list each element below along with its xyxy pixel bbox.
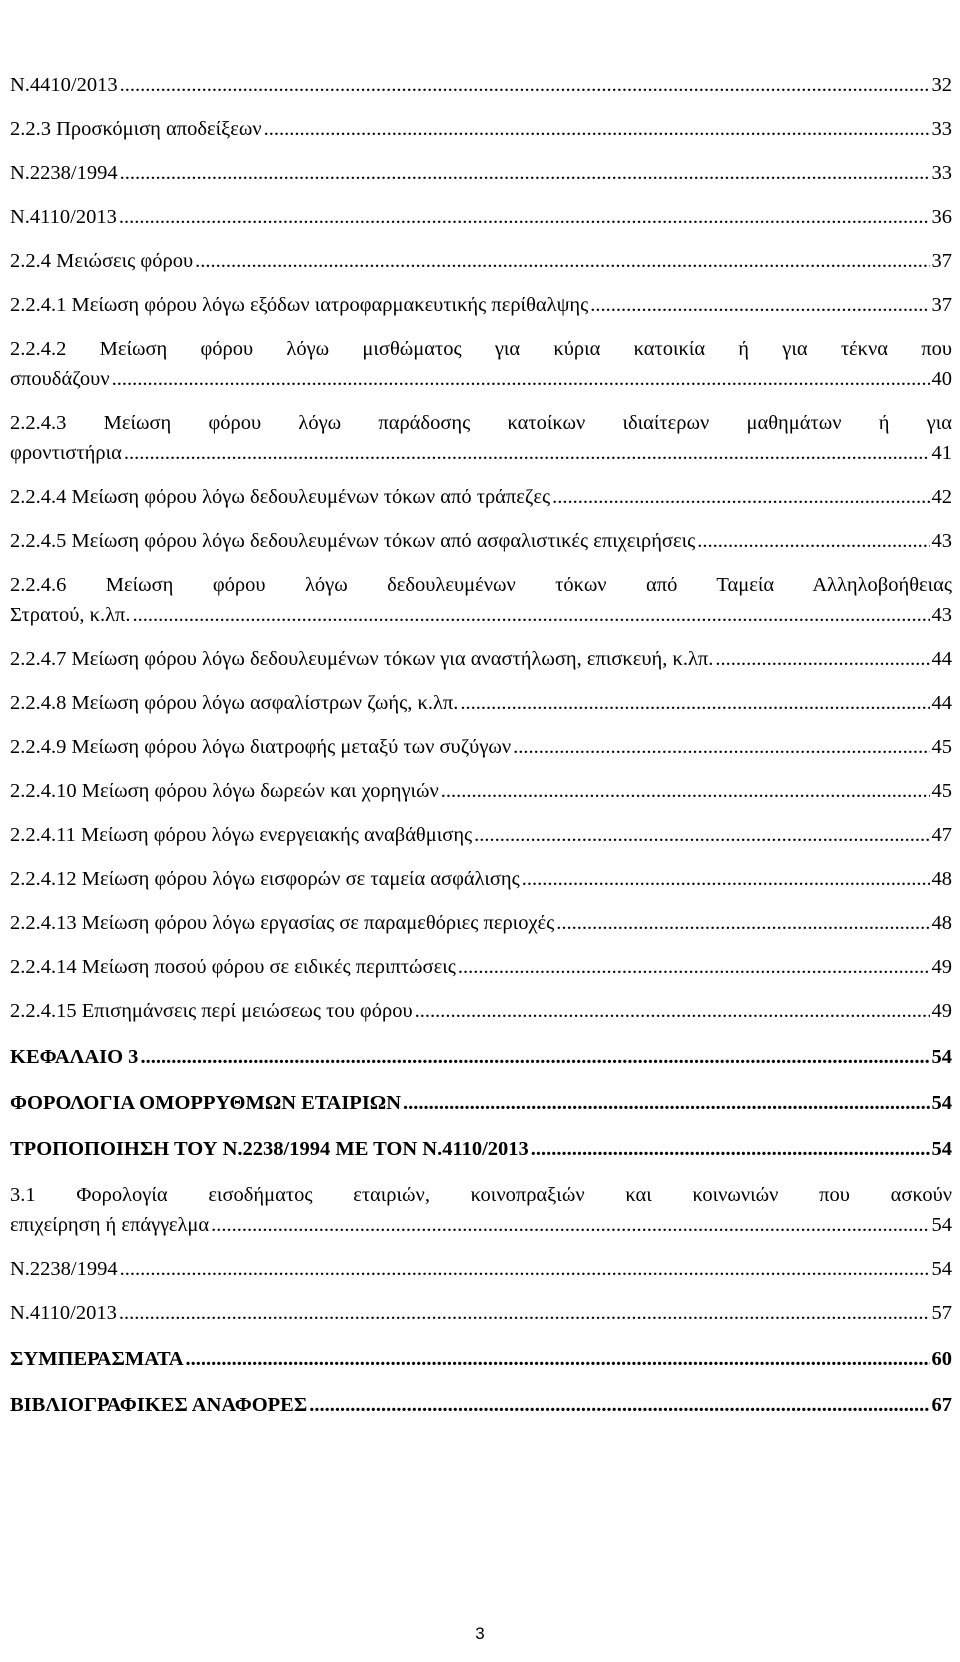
toc-entry[interactable] <box>10 1180 952 1240</box>
toc-entry-page: 48 <box>931 868 952 890</box>
toc-entry-page: 41 <box>931 442 952 464</box>
toc-entry-title: 2.2.4.7 Μείωση φόρου λόγω δεδουλευμένων τόκων για αναστήλωση, επισκευή, κ.λπ. <box>10 648 714 670</box>
toc-entry-title: 2.2.3 Προσκόμιση αποδείξεων <box>10 118 262 140</box>
toc-entry-page: 49 <box>931 1000 952 1022</box>
toc-dot-leader <box>556 908 929 938</box>
toc-entry[interactable] <box>10 114 952 144</box>
toc-entry-title: 2.2.4.5 Μείωση φόρου λόγω δεδουλευμένων τόκων από ασφαλιστικές επιχειρήσεις <box>10 530 696 552</box>
toc-entry-title: 2.2.4.8 Μείωση φόρου λόγω ασφαλίστρων ζωής, κ.λπ. <box>10 692 459 714</box>
toc-entry[interactable] <box>10 408 952 468</box>
toc-entry-title: Ν.4110/2013 <box>10 206 117 228</box>
page-number: 3 <box>475 1624 485 1643</box>
toc-entry[interactable] <box>10 952 952 982</box>
toc-entry[interactable] <box>10 334 952 394</box>
toc-entry-title: Ν.4110/2013 <box>10 1302 117 1324</box>
toc-dot-leader <box>120 158 930 188</box>
toc-entry-title: σπουδάζουν <box>10 368 110 390</box>
toc-entry-title: 2.2.4.12 Μείωση φόρου λόγω εισφορών σε ταμεία ασφάλισης <box>10 868 520 890</box>
toc-entry[interactable] <box>10 246 952 276</box>
toc-entry-page: 54 <box>931 1214 952 1236</box>
toc-dot-leader <box>522 864 930 894</box>
toc-entry-page: 67 <box>931 1394 952 1416</box>
toc-dot-leader <box>460 688 929 718</box>
toc-dot-leader <box>441 776 930 806</box>
toc-entry-title: Ν.2238/1994 <box>10 162 118 184</box>
toc-entry[interactable] <box>10 1298 952 1328</box>
toc-entry[interactable] <box>10 1254 952 1284</box>
toc-entry-page: 43 <box>931 604 952 626</box>
toc-dot-leader <box>474 820 929 850</box>
toc-entry[interactable] <box>10 688 952 718</box>
toc-entry-title: 2.2.4.13 Μείωση φόρου λόγω εργασίας σε παραμεθόριες περιοχές <box>10 912 555 934</box>
toc-entry-title-line: 3.1 Φορολογία εισοδήματος εταιριών, κοινοπραξιών και κοινωνιών που ασκούν <box>10 1184 952 1206</box>
toc-dot-leader <box>195 246 929 276</box>
toc-entry-page: 54 <box>931 1258 952 1280</box>
toc-dot-leader <box>211 1210 929 1240</box>
toc-dot-leader <box>186 1344 930 1374</box>
toc-entry-title: 2.2.4.15 Επισημάνσεις περί μειώσεως του φόρου <box>10 1000 413 1022</box>
toc-entry-page: 54 <box>931 1092 952 1114</box>
toc-entry-title: Στρατού, κ.λπ. <box>10 604 131 626</box>
toc-entry-page: 36 <box>931 206 952 228</box>
table-of-contents <box>10 70 952 1420</box>
toc-dot-leader <box>112 364 930 394</box>
toc-entry-page: 42 <box>931 486 952 508</box>
toc-entry[interactable] <box>10 1088 952 1118</box>
toc-entry[interactable] <box>10 1134 952 1164</box>
toc-entry-page: 45 <box>931 736 952 758</box>
toc-dot-leader <box>513 732 929 762</box>
toc-entry[interactable] <box>10 202 952 232</box>
toc-entry[interactable] <box>10 290 952 320</box>
toc-entry-title: ΤΡΟΠΟΠΟΙΗΣΗ ΤΟΥ Ν.2238/1994 ΜΕ ΤΟΝ Ν.4110/2013 <box>10 1138 529 1160</box>
toc-entry-page: 43 <box>931 530 952 552</box>
toc-entry[interactable] <box>10 1344 952 1374</box>
toc-entry[interactable] <box>10 70 952 100</box>
toc-entry-title: ΚΕΦΑΛΑΙΟ 3 <box>10 1046 139 1068</box>
toc-entry-title: 2.2.4.9 Μείωση φόρου λόγω διατροφής μεταξύ των συζύγων <box>10 736 512 758</box>
toc-entry[interactable] <box>10 996 952 1026</box>
toc-entry-title: φροντιστήρια <box>10 442 122 464</box>
toc-dot-leader <box>697 526 929 556</box>
toc-entry[interactable] <box>10 1042 952 1072</box>
toc-entry-page: 33 <box>931 162 952 184</box>
toc-entry-page: 60 <box>931 1348 952 1370</box>
toc-entry-title: Ν.2238/1994 <box>10 1258 118 1280</box>
toc-entry-title: 2.2.4.10 Μείωση φόρου λόγω δωρεών και χορηγιών <box>10 780 439 802</box>
toc-entry-page: 37 <box>931 250 952 272</box>
toc-dot-leader <box>458 952 930 982</box>
toc-entry-title: Ν.4410/2013 <box>10 74 118 96</box>
toc-entry-page: 37 <box>931 294 952 316</box>
toc-dot-leader <box>309 1390 929 1420</box>
toc-entry-page: 57 <box>931 1302 952 1324</box>
toc-entry-title: ΣΥΜΠΕΡΑΣΜΑΤΑ <box>10 1348 184 1370</box>
toc-dot-leader <box>715 644 929 674</box>
toc-entry-title: 2.2.4.14 Μείωση ποσού φόρου σε ειδικές περιπτώσεις <box>10 956 456 978</box>
toc-entry[interactable] <box>10 776 952 806</box>
toc-dot-leader <box>119 202 930 232</box>
toc-entry[interactable] <box>10 864 952 894</box>
toc-entry-title: ΒΙΒΛΙΟΓΡΑΦΙΚΕΣ ΑΝΑΦΟΡΕΣ <box>10 1394 308 1416</box>
toc-entry-title: επιχείρηση ή επάγγελμα <box>10 1214 210 1236</box>
toc-entry-page: 44 <box>931 692 952 714</box>
toc-dot-leader <box>124 438 930 468</box>
toc-entry[interactable] <box>10 644 952 674</box>
toc-entry[interactable] <box>10 1390 952 1420</box>
toc-entry[interactable] <box>10 570 952 630</box>
toc-dot-leader <box>415 996 930 1026</box>
toc-entry-page: 40 <box>931 368 952 390</box>
toc-dot-leader <box>120 70 930 100</box>
toc-dot-leader <box>264 114 930 144</box>
toc-entry-title: 2.2.4 Μειώσεις φόρου <box>10 250 194 272</box>
toc-dot-leader <box>531 1134 930 1164</box>
toc-dot-leader <box>140 1042 929 1072</box>
toc-entry-page: 54 <box>931 1046 952 1068</box>
toc-entry-page: 49 <box>931 956 952 978</box>
toc-entry[interactable] <box>10 820 952 850</box>
toc-dot-leader <box>590 290 929 320</box>
toc-entry-title-line: 2.2.4.6 Μείωση φόρου λόγω δεδουλευμένων τόκων από Ταμεία Αλληλοβοήθειας <box>10 574 952 596</box>
toc-entry-title: 2.2.4.11 Μείωση φόρου λόγω ενεργειακής αναβάθμισης <box>10 824 473 846</box>
toc-entry-title: ΦΟΡΟΛΟΓΙΑ ΟΜΟΡΡΥΘΜΩΝ ΕΤΑΙΡΙΩΝ <box>10 1092 402 1114</box>
toc-entry[interactable] <box>10 158 952 188</box>
toc-entry-page: 48 <box>931 912 952 934</box>
toc-entry[interactable] <box>10 526 952 556</box>
toc-dot-leader <box>133 600 930 630</box>
toc-dot-leader <box>552 482 929 512</box>
toc-dot-leader <box>403 1088 929 1118</box>
toc-dot-leader <box>119 1298 930 1328</box>
toc-dot-leader <box>120 1254 930 1284</box>
toc-entry[interactable] <box>10 482 952 512</box>
toc-entry-page: 44 <box>931 648 952 670</box>
toc-entry-title-line: 2.2.4.3 Μείωση φόρου λόγω παράδοσης κατοίκων ιδιαίτερων μαθημάτων ή για <box>10 412 952 434</box>
toc-entry-page: 47 <box>931 824 952 846</box>
toc-entry-page: 32 <box>931 74 952 96</box>
toc-entry[interactable] <box>10 908 952 938</box>
toc-entry[interactable] <box>10 732 952 762</box>
toc-entry-page: 33 <box>931 118 952 140</box>
toc-entry-title: 2.2.4.4 Μείωση φόρου λόγω δεδουλευμένων τόκων από τράπεζες <box>10 486 551 508</box>
toc-entry-page: 45 <box>931 780 952 802</box>
toc-entry-title-line: 2.2.4.2 Μείωση φόρου λόγω μισθώματος για κύρια κατοικία ή για τέκνα που <box>10 338 952 360</box>
toc-entry-page: 54 <box>931 1138 952 1160</box>
toc-entry-title: 2.2.4.1 Μείωση φόρου λόγω εξόδων ιατροφαρμακευτικής περίθαλψης <box>10 294 589 316</box>
